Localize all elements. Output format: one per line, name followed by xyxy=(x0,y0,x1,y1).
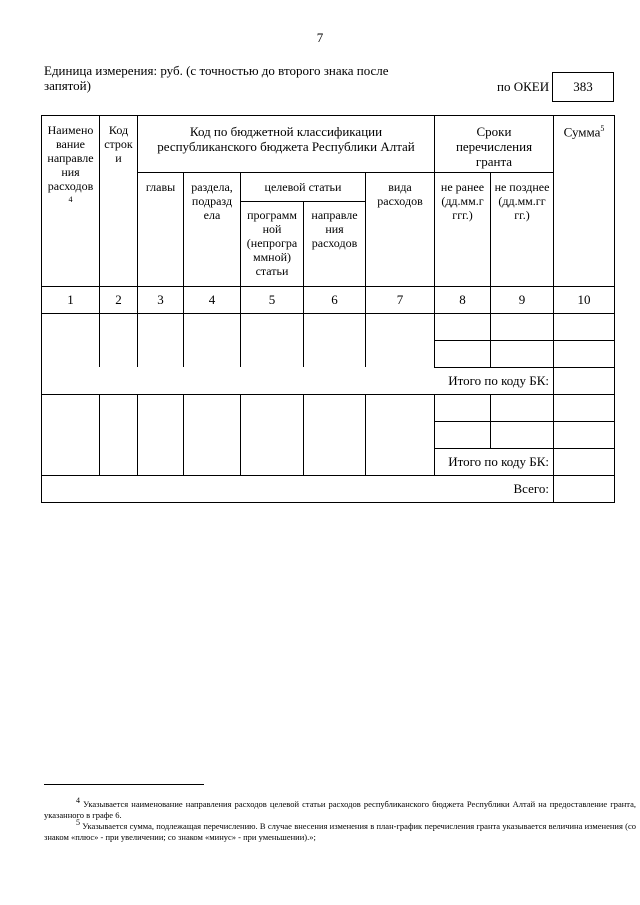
footnote-4: $^4$ Указывается наименование направления расходов целевой статьи расходов республиканского бюджета Республики Алтай на предоставление гранта, указанного в графе 6. xyxy=(44,796,637,820)
table-rule xyxy=(41,286,615,287)
header-expense-direction: Наимено вание направле ния расходов $^4$ xyxy=(47,123,94,204)
header-chapter: главы xyxy=(145,180,176,194)
grand-total-label: Всего: xyxy=(513,481,549,496)
header-transfer-terms: Сроки перечисления гранта xyxy=(455,124,533,169)
header-program-article: программ ной (непрогра ммной) статьи xyxy=(246,208,298,278)
table-rule xyxy=(41,115,615,116)
column-number: 7 xyxy=(396,292,404,307)
okei-code-box xyxy=(552,72,614,102)
page-number: 7 xyxy=(316,30,324,45)
column-number: 5 xyxy=(268,292,276,307)
table-rule xyxy=(240,394,241,475)
table-rule xyxy=(434,448,615,449)
okei-code: 383 xyxy=(573,79,593,94)
table-rule xyxy=(183,394,184,475)
total-by-bk-label: Итого по коду БК: xyxy=(448,454,549,469)
header-target-article: целевой статьи xyxy=(264,180,342,194)
header-expense-kind: вида расходов xyxy=(377,180,423,208)
header-expense-direction-code: направле ния расходов xyxy=(311,208,358,250)
table-rule xyxy=(553,115,554,502)
table-rule xyxy=(303,394,304,475)
column-number: 2 xyxy=(115,292,122,307)
table-rule xyxy=(137,115,138,367)
header-not-earlier: не ранее (дд.мм.г ггг.) xyxy=(440,180,485,222)
table-rule xyxy=(137,394,138,475)
table-rule xyxy=(41,475,615,476)
okei-label: по ОКЕИ xyxy=(497,79,550,94)
table-rule xyxy=(434,421,615,422)
table-rule xyxy=(434,367,615,368)
header-budget-classification: Код по бюджетной классификации республиканского бюджета Республики Алтай xyxy=(157,124,415,154)
table-rule xyxy=(41,502,615,503)
table-rule xyxy=(434,115,435,367)
column-number: 8 xyxy=(459,292,466,307)
column-number: 6 xyxy=(331,292,338,307)
total-by-bk-label: Итого по коду БК: xyxy=(448,373,549,388)
footnote-separator xyxy=(44,784,204,785)
table-rule xyxy=(490,394,491,448)
unit-of-measure: Единица измерения: руб. (с точностью до второго знака после запятой) xyxy=(44,63,389,93)
table-rule xyxy=(99,394,100,475)
column-number: 9 xyxy=(518,292,526,307)
table-rule xyxy=(41,313,615,314)
table-rule xyxy=(434,340,615,341)
column-number: 1 xyxy=(67,292,74,307)
header-line-code: Код строк и xyxy=(104,123,133,165)
column-number: 10 xyxy=(577,292,591,307)
column-number: 4 xyxy=(208,292,216,307)
header-not-later: не позднее (дд.мм.гг гг.) xyxy=(494,180,550,222)
table-rule xyxy=(41,394,615,395)
column-number: 3 xyxy=(157,292,164,307)
table-rule xyxy=(614,115,615,503)
header-sum: Сумма$^5$ xyxy=(563,124,605,140)
header-section: раздела, подразд ела xyxy=(191,180,233,222)
footnote-5: $^5$ Указывается сумма, подлежащая перечислению. В случае внесения изменения в план-график перечисления гранта указывается величина изменения (со знаком «плюс» - при увеличении; со знаком «минус» - при уменьшении).»; xyxy=(44,818,636,842)
